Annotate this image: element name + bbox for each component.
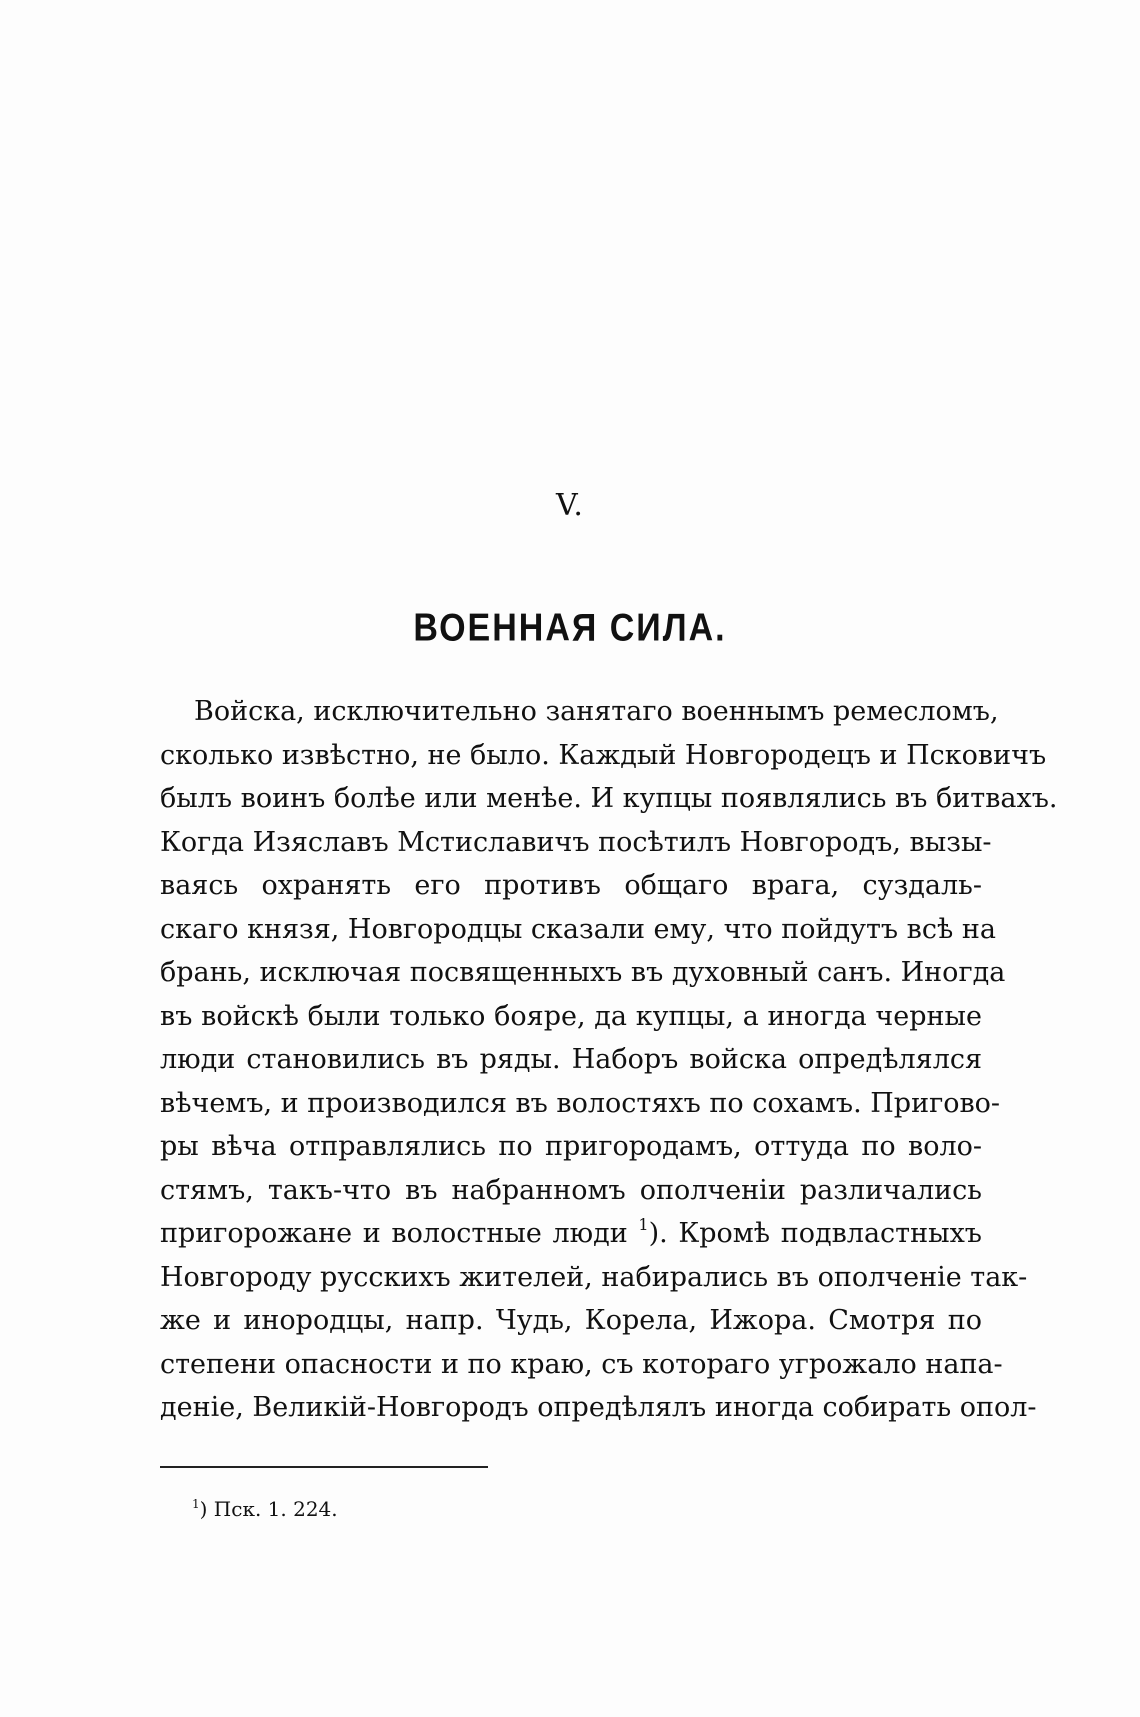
text-line: ваясь охранять его противъ общаго врага, суздаль- — [160, 870, 982, 901]
text-line: же и инородцы, напр. Чудь, Корела, Ижора. Смотря по — [160, 1305, 982, 1336]
body-paragraph — [160, 690, 1058, 1430]
text-line: былъ воинъ болѣе или менѣе. И купцы появлялись въ битвахъ. — [160, 783, 1058, 814]
chapter-number: V. — [556, 488, 584, 523]
footnote-text: ) Пск. 1. 224. — [199, 1497, 338, 1521]
text-line: ры вѣча отправлялись по пригородамъ, оттуда по воло- — [160, 1131, 982, 1162]
text-line: степени опасности и по краю, съ котораго угрожало напа- — [160, 1348, 1003, 1380]
text-line: Войска, исключительно занятаго военнымъ ремесломъ, — [194, 696, 999, 727]
text-line: въ войскѣ были только бояре, да купцы, а иногда черные — [160, 1000, 982, 1032]
text-line: Когда Изяславъ Мстиславичъ посѣтилъ Новгородъ, вызы- — [160, 826, 992, 858]
text-line: вѣчемъ, и производился въ волостяхъ по сохамъ. Пригово- — [160, 1087, 1001, 1119]
footnote-reference[interactable]: 1 — [638, 1215, 649, 1234]
text-line: брань, исключая посвященныхъ въ духовный санъ. Иногда — [160, 957, 1006, 988]
text-line: люди становились въ ряды. Наборъ войска опредѣлялся — [160, 1044, 982, 1075]
text-line: Новгороду русскихъ жителей, набирались въ ополченіе так- — [160, 1261, 1028, 1293]
text-line: пригорожане и волостные люди $^1$). Кромѣ подвластныхъ — [160, 1215, 982, 1249]
footnote-marker: 1 — [192, 1497, 200, 1511]
footnote — [192, 1497, 338, 1521]
chapter-title: ВОЕННАЯ СИЛА. — [413, 606, 727, 650]
text-line: скаго князя, Новгородцы сказали ему, что пойдутъ всѣ на — [160, 913, 996, 945]
text-line: деніе, Великій-Новгородъ опредѣлялъ иногда собирать опол- — [160, 1392, 1037, 1423]
text-line: сколько извѣстно, не было. Каждый Новгородецъ и Псковичъ — [160, 739, 1047, 771]
footnote-divider — [160, 1466, 488, 1468]
text-line: стямъ, такъ-что въ набранномъ ополченіи различались — [160, 1174, 982, 1206]
